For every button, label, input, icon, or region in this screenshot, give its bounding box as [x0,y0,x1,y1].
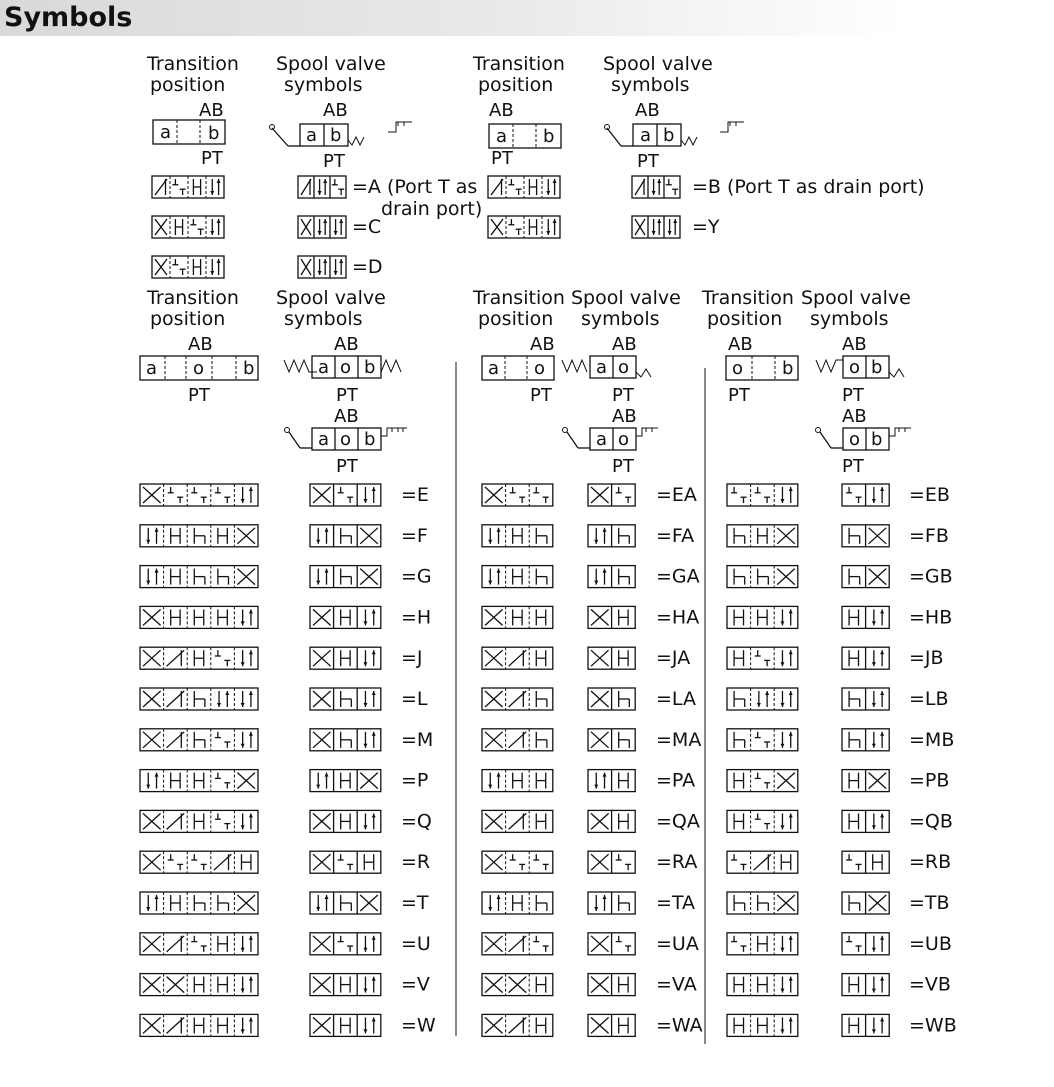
transition-symbol [482,484,553,506]
port-label-pt: PT [201,148,223,169]
spool-symbol [588,770,635,792]
cell-label-o: o [534,358,546,379]
transition-symbol [727,933,798,955]
cell-label-a: a [488,358,500,379]
code-label: =W [401,1014,436,1037]
code-label: =T [401,892,429,914]
spool-symbol [842,974,889,996]
port-label-pt: PT [336,456,358,477]
spool-symbol [298,216,346,238]
cell-label-o: o [193,358,205,379]
transition-position-header: position [150,308,226,330]
transition-position-header: Transition [473,287,565,309]
spool-symbol [588,810,635,832]
code-label: =E [401,484,429,506]
port-label-ab: AB [612,334,637,355]
transition-symbol [140,851,258,873]
cell-label-b: b [663,125,675,146]
code-label: =VA [656,973,697,996]
transition-symbol [152,256,224,278]
code-label: =F [401,524,428,547]
spool-symbol [588,525,635,547]
transition-symbol [482,974,553,996]
port-label-ab: AB [728,334,753,355]
spool-symbol [310,729,381,751]
code-label: =WA [656,1014,703,1037]
cell-label-a: a [596,429,608,450]
code-label: =RB [909,851,952,874]
port-label-ab: AB [323,100,348,121]
spool-valve-header: Spool valve [801,287,911,309]
code-label: =GA [656,565,700,588]
code-label: =LB [909,688,949,710]
transition-symbol [140,1014,258,1036]
transition-symbol [140,933,258,955]
spool-symbol [310,770,381,792]
code-label: =PA [656,769,696,792]
spool-symbol [310,810,381,832]
port-label-ab: AB [188,334,213,355]
code-label: =QA [656,810,700,833]
transition-position-header: Transition [702,287,794,309]
spool-symbol [842,606,889,628]
code-label: =PB [909,769,950,792]
transition-symbol [727,647,798,669]
transition-symbol [727,525,798,547]
transition-symbol [488,216,560,238]
port-label-ab: AB [635,100,660,121]
spool-symbol [842,770,889,792]
spool-symbol [842,892,889,914]
spool-valve-header: symbols [581,308,660,330]
spool-symbol [310,606,381,628]
section-title: Symbols [4,2,133,33]
code-label: =HA [656,606,700,629]
spool-symbol [842,729,889,751]
cell-label-o: o [618,357,630,378]
spool-valve-header: Spool valve [571,287,681,309]
transition-symbol [482,647,553,669]
cell-label-o: o [732,358,744,379]
spool-symbol-ao-lever [563,428,659,451]
spool-symbol [310,1014,381,1036]
code-label: =JA [656,647,691,670]
cell-label-a: a [146,358,158,379]
spool-valve-header: Spool valve [603,53,713,75]
port-label-ab: AB [842,334,867,355]
spool-symbol [588,933,635,955]
port-label-ab: AB [612,406,637,427]
code-label: =C [352,216,382,238]
code-label: =L [401,688,428,710]
transition-symbol [140,566,258,588]
code-label: =MB [909,728,955,751]
cell-label-o: o [340,429,352,450]
cell-label-b: b [871,429,883,450]
code-label: =HB [909,606,953,629]
spool-symbol [310,688,381,710]
transition-symbol [140,810,258,832]
transition-symbol [152,216,224,238]
cell-label-o: o [340,357,352,378]
spool-symbol [310,974,381,996]
code-label: =M [401,728,434,751]
cell-label-a: a [318,429,330,450]
spool-symbol [588,484,635,506]
spool-symbol [842,525,889,547]
transition-symbol [482,566,553,588]
code-label: =D [352,256,383,278]
code-label: =UB [909,932,952,955]
code-label: =RA [656,851,698,874]
port-label-ab: AB [334,334,359,355]
transition-symbol [140,688,258,710]
transition-symbol [727,729,798,751]
spool-symbol [310,566,381,588]
transition-symbol [140,525,258,547]
spool-valve-header: symbols [611,74,690,96]
port-label-pt: PT [842,385,864,406]
port-label-ab: AB [334,406,359,427]
spool-symbol [310,647,381,669]
code-label: =Q [401,810,432,833]
code-label: =G [401,565,432,588]
spool-valve-header: symbols [284,308,363,330]
spool-symbol [842,566,889,588]
code-label: =FA [656,524,695,547]
spool-valve-header: Spool valve [276,53,386,75]
code-label: =MA [656,728,702,751]
code-label: =A (Port T as [352,176,478,198]
transition-position-header: Transition [147,53,239,75]
spool-symbol [588,974,635,996]
spool-valve-header: symbols [284,74,363,96]
spool-symbol [632,176,680,198]
transition-symbol [482,810,553,832]
transition-symbol [727,810,798,832]
cell-label-b: b [543,126,555,147]
transition-symbol [140,892,258,914]
cell-label-a: a [496,126,508,147]
spool-symbol [842,647,889,669]
transition-position-header: position [478,74,554,96]
code-label: =H [401,606,432,629]
code-label: =TA [656,892,696,914]
port-label-ab: AB [199,100,224,121]
code-label: =TB [909,892,950,914]
cell-label-b: b [208,123,220,144]
code-label: =JB [909,647,944,670]
port-label-pt: PT [612,385,634,406]
spool-symbol [588,892,635,914]
code-label: =U [401,932,431,955]
transition-symbol [727,770,798,792]
transition-symbol [488,176,560,198]
code-label: =P [401,769,429,792]
code-label: =R [401,851,431,874]
transition-symbol [140,606,258,628]
code-label: =VB [909,973,951,996]
spool-symbol [842,810,889,832]
cell-label-o: o [849,429,861,450]
transition-symbol [727,851,798,873]
transition-symbol [727,484,798,506]
transition-symbol [140,770,258,792]
spool-symbol [310,851,381,873]
code-label: =EA [656,484,697,506]
transition-symbol [152,176,224,198]
code-label: =V [401,973,430,996]
transition-symbol [727,688,798,710]
port-label-pt: PT [530,385,552,406]
spool-valve-header: symbols [810,308,889,330]
port-label-pt: PT [612,456,634,477]
code-label: =UA [656,932,699,955]
cell-label-a: a [640,125,652,146]
port-label-pt: PT [728,385,750,406]
cell-label-b: b [782,358,794,379]
transition-symbol [727,566,798,588]
cell-label-b: b [364,429,376,450]
transition-symbol [482,851,553,873]
transition-symbol [482,1014,553,1036]
code-label: =Y [692,216,720,238]
code-label: =LA [656,688,696,710]
cell-label-a: a [160,122,172,143]
spool-symbol [842,688,889,710]
code-label: =J [401,647,423,670]
transition-symbol [727,1014,798,1036]
spool-symbol [588,566,635,588]
transition-symbol [482,933,553,955]
port-label-pt: PT [188,385,210,406]
spool-symbol-ob-lever [816,428,912,451]
transition-symbol [727,974,798,996]
port-label-pt: PT [336,385,358,406]
spool-symbol [842,484,889,506]
spool-symbol [588,1014,635,1036]
transition-symbol [482,892,553,914]
spool-symbol [588,606,635,628]
spool-symbol [310,525,381,547]
code-label: =FB [909,524,949,547]
cell-label-b: b [330,125,342,146]
transition-symbol [482,688,553,710]
spool-symbol [842,933,889,955]
transition-symbol [482,525,553,547]
cell-label-a: a [318,357,330,378]
transition-position-header: position [478,308,554,330]
spool-valve-header: Spool valve [276,287,386,309]
port-label-pt: PT [323,151,345,172]
spool-symbol [298,256,346,278]
transition-symbol [727,606,798,628]
port-label-pt: PT [842,456,864,477]
transition-position-header: Transition [147,287,239,309]
code-label: =EB [909,484,950,506]
transition-position-header: position [707,308,783,330]
spool-symbol [298,176,346,198]
port-label-pt: PT [491,148,513,169]
spool-symbol [588,851,635,873]
transition-symbol [140,647,258,669]
cell-label-b: b [243,358,255,379]
transition-symbol [482,770,553,792]
cell-label-b: b [364,357,376,378]
transition-position-header: position [150,74,226,96]
spool-symbol [588,647,635,669]
transition-symbol [727,892,798,914]
spool-symbol [842,851,889,873]
cell-label-o: o [849,357,861,378]
transition-position-header: Transition [473,53,565,75]
spool-symbol [310,933,381,955]
port-label-ab: AB [842,406,867,427]
code-label: drain port) [381,198,483,220]
transition-symbol [140,974,258,996]
spool-symbol [842,1014,889,1036]
spool-symbol [588,688,635,710]
spool-symbol [632,216,680,238]
spool-symbol [310,892,381,914]
port-label-ab: AB [530,334,555,355]
cell-label-o: o [618,429,630,450]
code-label: =QB [909,810,953,833]
transition-symbol [140,729,258,751]
cell-label-a: a [306,125,318,146]
transition-symbol [140,484,258,506]
transition-symbol [482,606,553,628]
spool-symbol [310,484,381,506]
cell-label-a: a [596,357,608,378]
port-label-pt: PT [637,151,659,172]
port-label-ab: AB [489,100,514,121]
code-label: =WB [909,1014,957,1037]
cell-label-b: b [871,357,883,378]
spool-symbol [588,729,635,751]
transition-symbol [482,729,553,751]
code-label: =B (Port T as drain port) [692,176,925,198]
code-label: =GB [909,565,953,588]
